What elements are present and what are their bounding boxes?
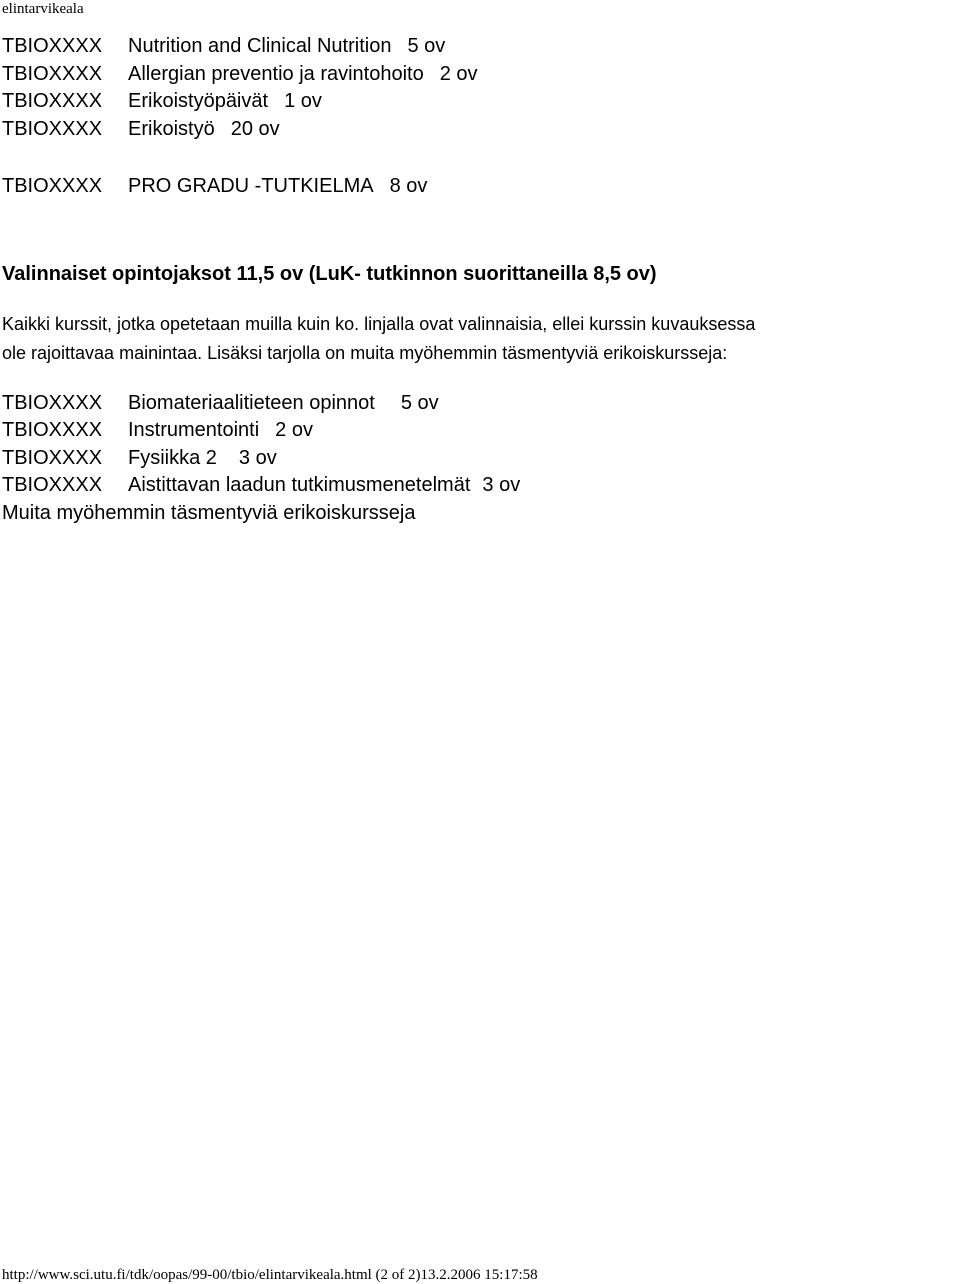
course-row (2, 390, 960, 418)
course-row (2, 33, 960, 61)
course-credits: 3 ov (238, 446, 277, 469)
course-list-main (2, 33, 960, 143)
course-credits: 2 ov (439, 62, 478, 85)
paragraph-line: ole rajoittavaa mainintaa. Lisäksi tarjolla on muita myöhemmin täsmentyviä erikoiskursseja: (2, 342, 728, 363)
thesis-row (2, 173, 960, 201)
course-code: TBIOXXXX (2, 419, 103, 441)
course-row (2, 61, 960, 89)
course-name: Allergian preventio ja ravintohoito (128, 62, 424, 85)
closing-line: Muita myöhemmin täsmentyviä erikoiskursseja (2, 501, 416, 524)
course-code: TBIOXXXX (2, 391, 103, 414)
course-code: TBIOXXXX (2, 175, 103, 197)
paragraph-line: Kaikki kurssit, jotka opetetaan muilla kuin ko. linjalla ovat valinnaisia, ellei kurssin kuvauksessa (2, 313, 756, 334)
course-name: Instrumentointi (128, 419, 260, 441)
course-credits: 3 ov (482, 474, 521, 496)
course-credits: 1 ov (284, 90, 322, 112)
course-name: Nutrition and Clinical Nutrition (128, 35, 392, 57)
course-name: Biomateriaalitieteen opinnot (128, 391, 375, 414)
course-code: TBIOXXXX (2, 35, 103, 57)
course-name: Erikoistyö (128, 117, 215, 140)
page-header: elintarvikeala (2, 1, 84, 17)
electives-paragraph (2, 310, 960, 368)
course-code: TBIOXXXX (2, 474, 103, 496)
course-code: TBIOXXXX (2, 446, 103, 469)
course-row (2, 417, 960, 445)
page-footer-url: http://www.sci.utu.fi/tdk/oopas/99-00/tbio/elintarvikeala.html (2 of 2)13.2.2006 15:17:58 (2, 1267, 538, 1283)
course-credits: 5 ov (407, 35, 446, 57)
course-row (2, 445, 960, 473)
course-code: TBIOXXXX (2, 62, 103, 85)
course-code: TBIOXXXX (2, 117, 103, 140)
course-name: Erikoistyöpäivät (128, 90, 269, 112)
page-content (2, 33, 960, 527)
course-row (2, 472, 960, 500)
course-credits: 2 ov (275, 419, 313, 441)
electives-heading: Valinnaiset opintojaksot 11,5 ov (LuK- tutkinnon suorittaneilla 8,5 ov) (2, 262, 657, 285)
course-name: PRO GRADU -TUTKIELMA (128, 175, 374, 197)
course-credits: 5 ov (400, 391, 439, 414)
course-credits: 8 ov (389, 175, 428, 197)
course-list-electives (2, 390, 960, 500)
course-name: Fysiikka 2 (128, 446, 217, 469)
course-name: Aistittavan laadun tutkimusmenetelmät (128, 474, 471, 496)
course-row (2, 116, 960, 144)
course-row (2, 88, 960, 116)
course-code: TBIOXXXX (2, 90, 103, 112)
course-credits: 20 ov (230, 117, 280, 140)
